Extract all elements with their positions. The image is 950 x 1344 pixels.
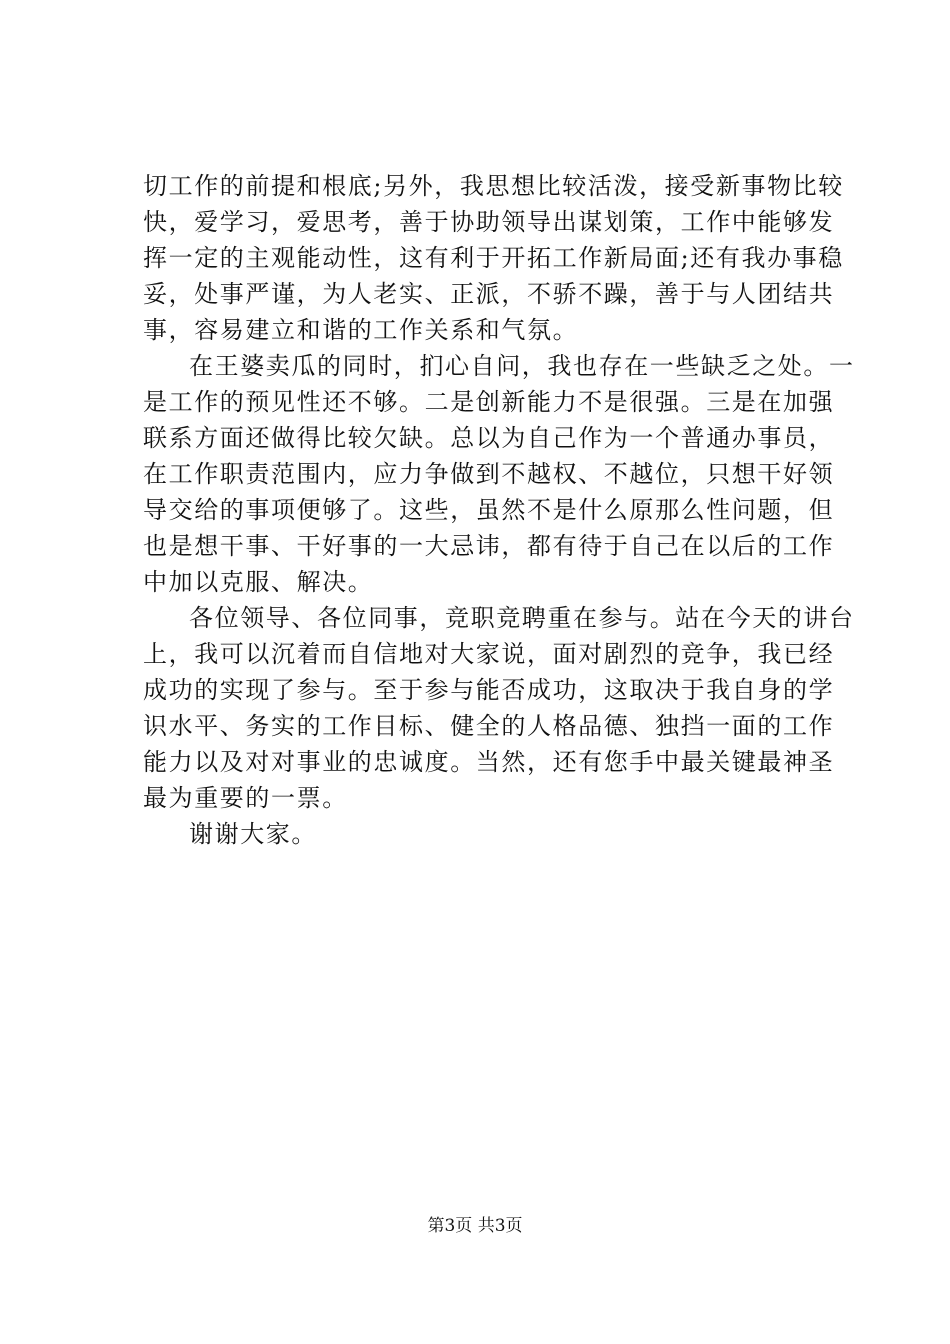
text-line: 妥，处事严谨，为人老实、正派，不骄不躁，善于与人团结共: [143, 280, 835, 308]
text-line: 识水平、务实的工作目标、健全的人格品德、独挡一面的工作: [143, 712, 835, 740]
text-line: 切工作的前提和根底;另外，我思想比较活泼，接受新事物比较: [143, 172, 844, 200]
text-line: 中加以克服、解决。: [143, 568, 374, 596]
text-line: 最为重要的一票。: [143, 784, 348, 812]
text-line: 谢谢大家。: [189, 820, 317, 848]
text-line: 是工作的预见性还不够。二是创新能力不是很强。三是在加强: [143, 388, 835, 416]
text-line: 在王婆卖瓜的同时，扪心自问，我也存在一些缺乏之处。一: [189, 352, 855, 380]
text-line: 也是想干事、干好事的一大忌讳，都有待于自己在以后的工作: [143, 532, 835, 560]
text-line: 在工作职责范围内，应力争做到不越权、不越位，只想干好领: [143, 460, 835, 488]
text-line: 挥一定的主观能动性，这有利于开拓工作新局面;还有我办事稳: [143, 244, 844, 272]
text-line: 事，容易建立和谐的工作关系和气氛。: [143, 316, 579, 344]
text-line: 能力以及对对事业的忠诚度。当然，还有您手中最关键最神圣: [143, 748, 835, 776]
text-line: 各位领导、各位同事，竞职竞聘重在参与。站在今天的讲台: [189, 604, 855, 632]
text-line: 成功的实现了参与。至于参与能否成功，这取决于我自身的学: [143, 676, 835, 704]
text-line: 上，我可以沉着而自信地对大家说，面对剧烈的竞争，我已经: [143, 640, 835, 668]
body-text: [143, 168, 855, 852]
text-line: 导交给的事项便够了。这些，虽然不是什么原那么性问题，但: [143, 496, 835, 524]
text-line: 快，爱学习，爱思考，善于协助领导出谋划策，工作中能够发: [143, 208, 835, 236]
text-line: 联系方面还做得比较欠缺。总以为自己作为一个普通办事员，: [143, 424, 835, 452]
page-footer: 第3页 共3页: [427, 1216, 523, 1236]
